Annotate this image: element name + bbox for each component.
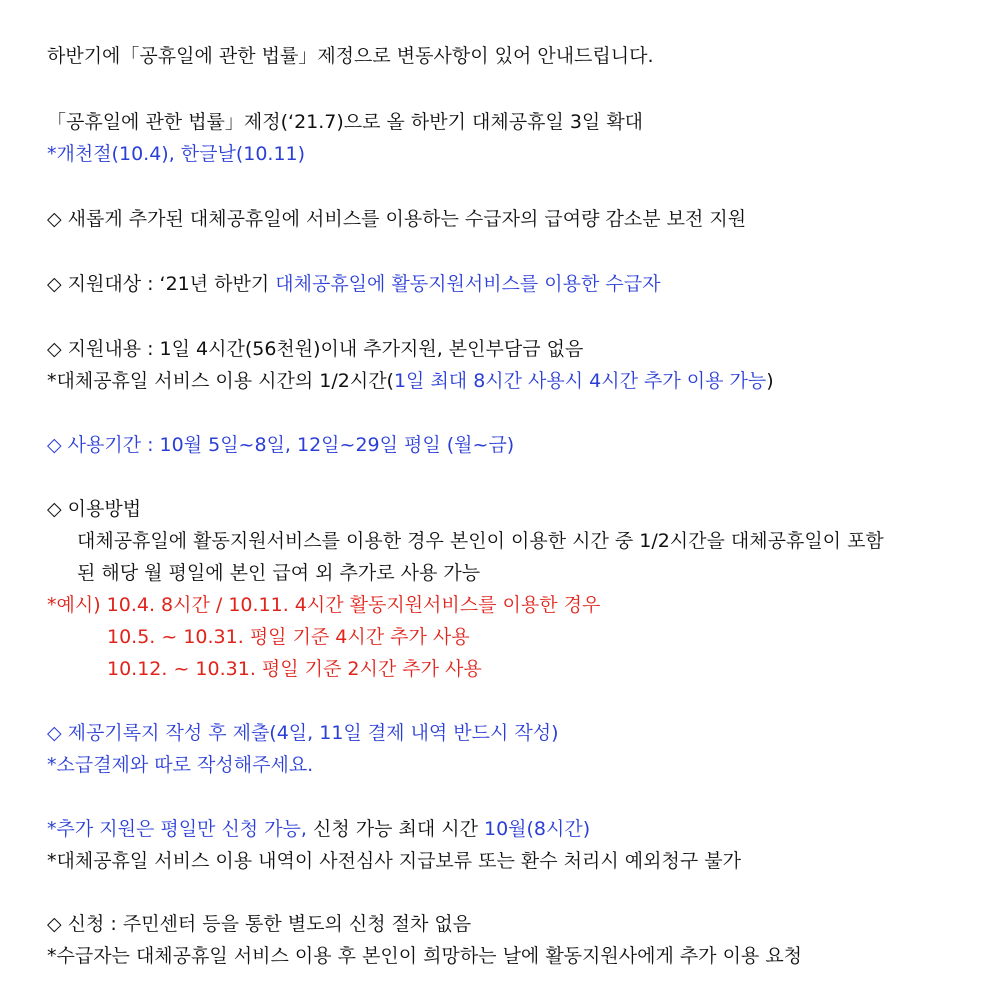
- extra-note: *대체공휴일 서비스 이용 내역이 사전심사 지급보류 또는 환수 처리시 예외청구 불가: [47, 850, 741, 872]
- record-line: ◇ 제공기록지 작성 후 제출(4일, 11일 결제 내역 반드시 작성): [47, 722, 559, 744]
- method-line-1: 대체공휴일에 활동지원서비스를 이용한 경우 본인이 이용한 시간 중 1/2시간을 대체공휴일이 포함: [77, 530, 884, 552]
- target-label: ◇ 지원대상 : ‘21년 하반기: [47, 273, 276, 295]
- example-line-a: 10.5. ~ 10.31. 평일 기준 4시간 추가 사용: [107, 626, 470, 648]
- method-title: ◇ 이용방법: [47, 498, 142, 520]
- extra-max-value: 10월(8시간): [483, 818, 591, 840]
- method-line-2: 된 해당 월 평일에 본인 급여 외 추가로 사용 가능: [77, 562, 481, 584]
- example-line-b: 10.12. ~ 10.31. 평일 기준 2시간 추가 사용: [107, 658, 482, 680]
- extra-line: [47, 815, 590, 843]
- content-note-highlight: 1일 최대 8시간 사용시 4시간 추가 이용 가능: [393, 370, 767, 392]
- content-line: ◇ 지원내용 : 1일 4시간(56천원)이내 추가지원, 본인부담금 없음: [47, 338, 584, 360]
- content-note-prefix: *대체공휴일 서비스 이용 시간의 1/2시간(: [47, 370, 394, 392]
- holiday-note: *개천절(10.4), 한글날(10.11): [47, 143, 306, 165]
- intro-line: 하반기에「공휴일에 관한 법률」제정으로 변동사항이 있어 안내드립니다.: [47, 45, 654, 67]
- content-note: [47, 367, 774, 395]
- summary-line: ◇ 새롭게 추가된 대체공휴일에 서비스를 이용하는 수급자의 급여량 감소분 보전 지원: [47, 208, 747, 230]
- period-line: ◇ 사용기간 : 10월 5일~8일, 12일~29일 평일 (월~금): [47, 434, 515, 456]
- apply-note: *수급자는 대체공휴일 서비스 이용 후 본인이 희망하는 날에 활동지원사에게 추가 이용 요청: [47, 945, 803, 967]
- extra-max-label: 신청 가능 최대 시간: [306, 818, 484, 840]
- record-note: *소급결제와 따로 작성해주세요.: [47, 754, 314, 776]
- content-note-suffix: ): [766, 370, 774, 392]
- extra-weekday-only: *추가 지원은 평일만 신청 가능,: [47, 818, 307, 840]
- apply-line: ◇ 신청 : 주민센터 등을 통한 별도의 신청 절차 없음: [47, 913, 472, 935]
- target-line: [47, 270, 660, 298]
- target-value: 대체공휴일에 활동지원서비스를 이용한 수급자: [275, 273, 661, 295]
- law-line: 「공휴일에 관한 법률」제정(‘21.7)으로 올 하반기 대체공휴일 3일 확대: [47, 111, 644, 133]
- example-line: *예시) 10.4. 8시간 / 10.11. 4시간 활동지원서비스를 이용한 경우: [47, 594, 601, 616]
